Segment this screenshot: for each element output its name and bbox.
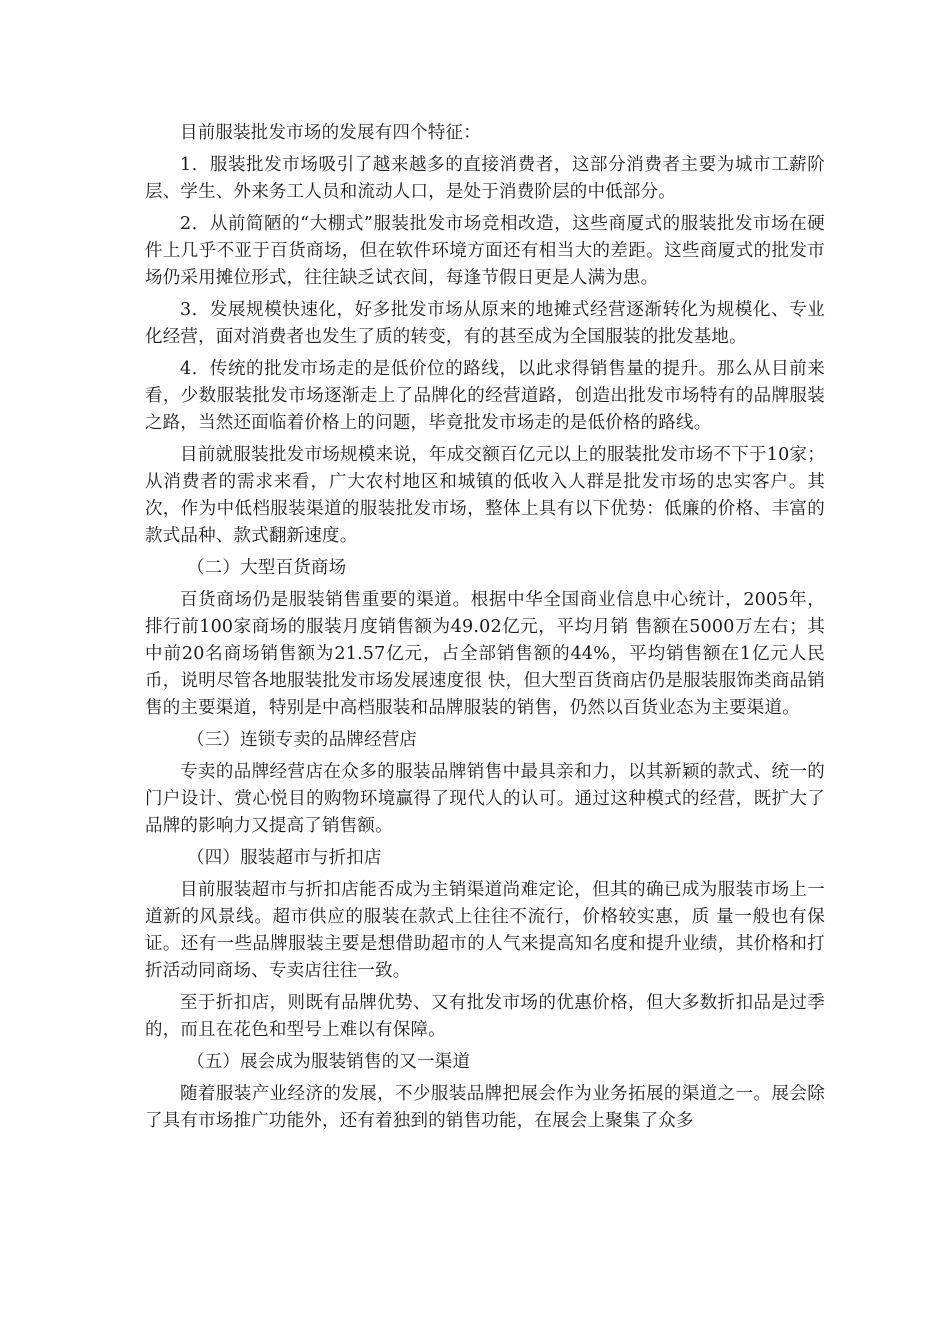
department-stores-paragraph: 百货商场仍是服装销售重要的渠道。根据中华全国商业信息中心统计，2005年，排行前100家商场的服装月度销售额为49.02亿元，平均月销 售额在5000万左右；其中前20名商场销售额为21.57亿元，占全部销售额的44%，平均销售额在1亿元人民币，说明尽管各地服装批发市场发展速度很 快，但大型百货商店仍是服装服饰类商品销售的主要渠道，特别是中高档服装和品牌服装的销售，仍然以百货业态为主要渠道。: [145, 590, 825, 718]
exhibitions-paragraph: 随着服装产业经济的发展，不少服装品牌把展会作为业务拓展的渠道之一。展会除了具有市场推广功能外，还有着独到的销售功能，在展会上聚集了众多: [145, 1084, 825, 1131]
feature-4-paragraph: 4．传统的批发市场走的是低价位的路线，以此求得销售量的提升。那么从目前来看，少数服装批发市场逐渐走上了品牌化的经营道路，创造出批发市场特有的品牌服装之路，当然还面临着价格上的问题，毕竟批发市场走的是低价格的路线。: [145, 359, 825, 433]
feature-2-paragraph: 2．从前简陋的“大棚式”服装批发市场竞相改造，这些商厦式的服装批发市场在硬件上几乎不亚于百货商场，但在软件环境方面还有相当大的差距。这些商厦式的批发市场仍采用摊位形式，往往缺乏试衣间，每逢节假日更是人满为患。: [145, 214, 825, 288]
discount-stores-paragraph: 至于折扣店，则既有品牌优势、又有批发市场的优惠价格，但大多数折扣品是过季的，而且在花色和型号上难以有保障。: [145, 993, 825, 1040]
wholesale-summary-paragraph: 目前就服装批发市场规模来说，年成交额百亿元以上的服装批发市场不下于10家；从消费者的需求来看，广大农村地区和城镇的低收入人群是批发市场的忠实客户。其次，作为中低档服装渠道的服装批发市场，整体上具有以下优势：低廉的价格、丰富的款式品种、款式翻新速度。: [145, 445, 825, 546]
section-heading-department-stores: （二）大型百货商场: [187, 558, 347, 578]
document-body: [145, 120, 825, 1140]
section-heading-chain-stores: （三）连锁专卖的品牌经营店: [187, 730, 418, 750]
intro-paragraph: 目前服装批发市场的发展有四个特征：: [180, 123, 481, 143]
section-heading-exhibitions: （五）展会成为服装销售的又一渠道: [187, 1052, 471, 1072]
feature-1-paragraph: 1．服装批发市场吸引了越来越多的直接消费者，这部分消费者主要为城市工薪阶层、学生、外来务工人员和流动人口，是处于消费阶层的中低部分。: [145, 155, 825, 202]
section-heading-supermarkets: （四）服装超市与折扣店: [187, 848, 382, 868]
chain-stores-paragraph: 专卖的品牌经营店在众多的服装品牌销售中最具亲和力，以其新颖的款式、统一的门户设计、赏心悦目的购物环境赢得了现代人的认可。通过这种模式的经营，既扩大了品牌的影响力又提高了销售额。: [145, 762, 825, 836]
supermarkets-paragraph: 目前服装超市与折扣店能否成为主销渠道尚难定论，但其的确已成为服装市场上一道新的风景线。超市供应的服装在款式上往往不流行，价格较实惠，质 量一般也有保证。还有一些品牌服装主要是想借助超市的人气来提高知名度和提升业绩，其价格和打折活动同商场、专卖店往往一致。: [145, 880, 825, 981]
feature-3-paragraph: 3．发展规模快速化，好多批发市场从原来的地摊式经营逐渐转化为规模化、专业化经营，面对消费者也发生了质的转变，有的甚至成为全国服装的批发基地。: [145, 300, 825, 347]
